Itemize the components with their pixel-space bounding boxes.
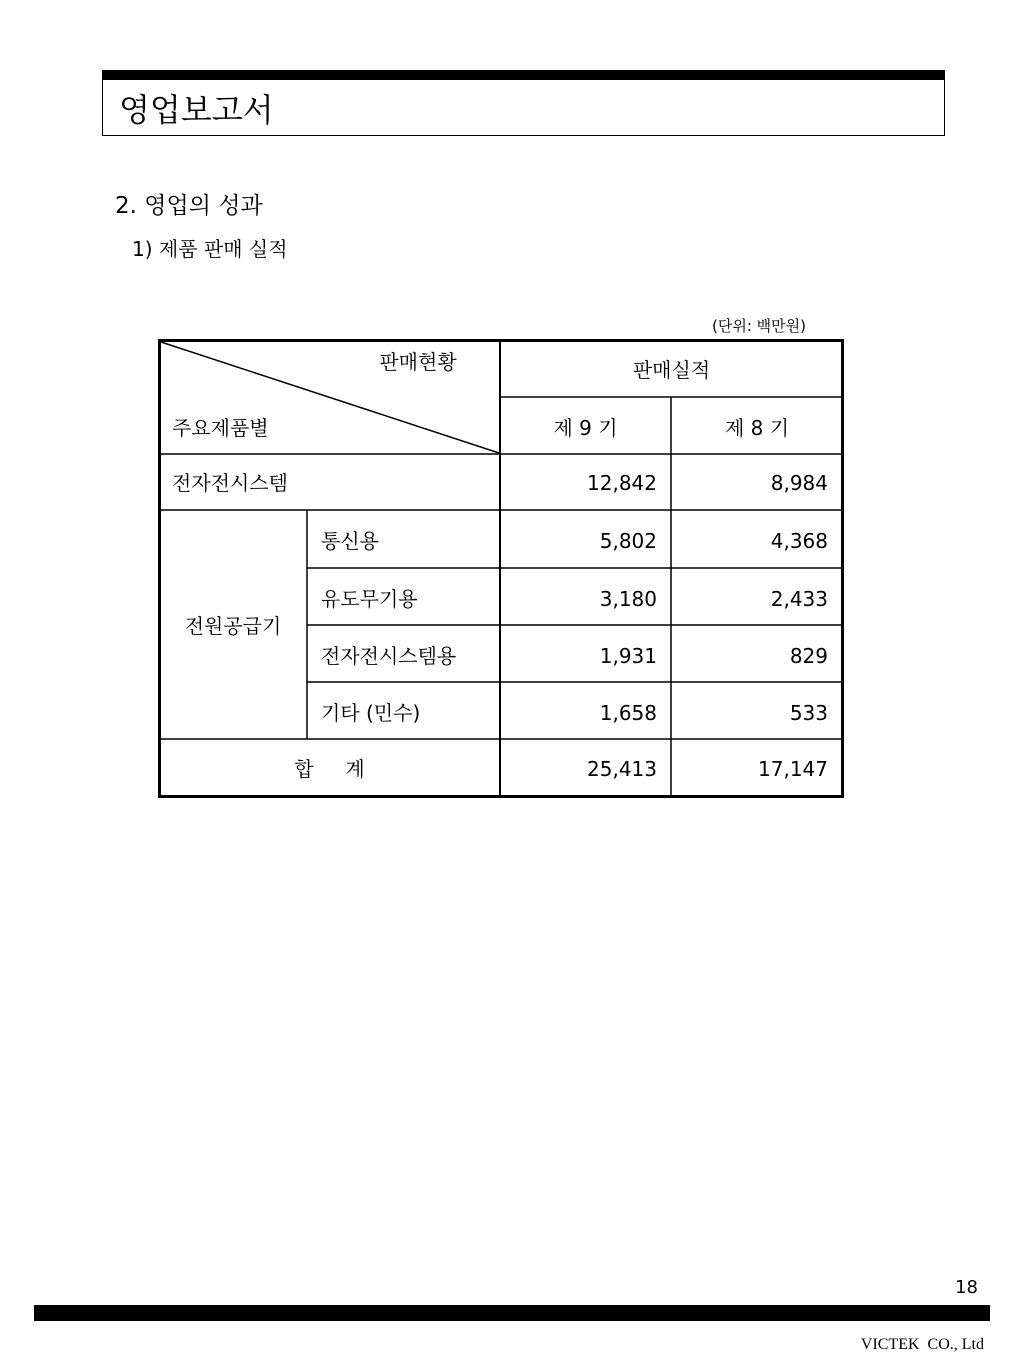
page-number: 18 (955, 1277, 978, 1298)
subrow-value-p9: 1,931 (599, 644, 657, 668)
row-value-display-p9: 12,842 (587, 471, 657, 495)
subrow-value-p8: 2,433 (770, 587, 828, 611)
table-grid (158, 339, 844, 798)
period-9-header: 제 9 기 (553, 416, 618, 440)
sub-heading: 1) 제품 판매 실적 (132, 237, 288, 261)
total-value-p9: 25,413 (587, 757, 657, 781)
subrow-label: 전자전시스템용 (321, 644, 457, 668)
subrow-value-p8: 4,368 (770, 529, 828, 553)
row-value-display-p8: 8,984 (770, 471, 828, 495)
group-label-power-supply: 전원공급기 (184, 614, 282, 638)
subrow-label: 유도무기용 (321, 587, 418, 611)
subrow-value-p9: 1,658 (599, 701, 657, 725)
page-title: 영업보고서 (119, 91, 274, 129)
subrow-value-p8: 533 (789, 701, 828, 725)
performance-header: 판매실적 (632, 358, 711, 382)
subrow-label: 통신용 (321, 529, 379, 553)
subrow-label: 기타 (민수) (321, 701, 421, 725)
footer-company: VICTEK CO., Ltd (860, 1336, 984, 1353)
total-label: 합 계 (294, 757, 365, 781)
corner-header-top: 판매현황 (379, 350, 457, 374)
subrow-value-p9: 3,180 (599, 587, 657, 611)
subrow-value-p9: 5,802 (599, 529, 657, 553)
footer-bar (34, 1305, 990, 1321)
unit-note: (단위: 백만원) (712, 317, 806, 335)
subrow-value-p8: 829 (789, 644, 828, 668)
section-heading: 2. 영업의 성과 (115, 193, 263, 219)
corner-header-bottom: 주요제품별 (172, 416, 269, 440)
sales-table (158, 339, 844, 798)
title-box (102, 70, 945, 136)
total-value-p8: 17,147 (758, 757, 828, 781)
row-label-display-system: 전자전시스템 (172, 471, 288, 495)
period-8-header: 제 8 기 (724, 416, 790, 440)
